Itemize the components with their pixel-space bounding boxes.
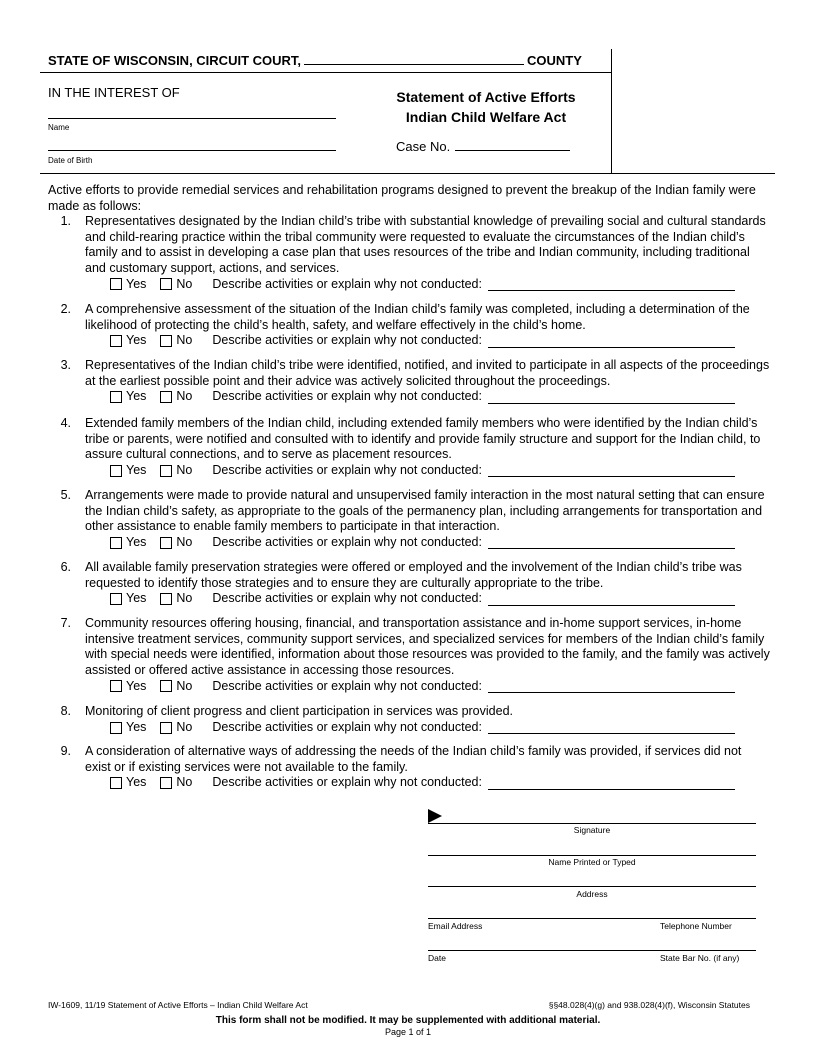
describe-label: Describe activities or explain why not conducted: bbox=[212, 276, 482, 291]
telephone-label: Telephone Number bbox=[660, 921, 732, 931]
email-telephone-field[interactable] bbox=[428, 918, 756, 919]
case-number-field[interactable] bbox=[455, 139, 570, 151]
describe-field[interactable] bbox=[488, 593, 735, 606]
item-number: 9. bbox=[60, 744, 71, 758]
active-effort-item-8 bbox=[48, 704, 770, 736]
county-field[interactable] bbox=[304, 53, 524, 65]
item-response-row bbox=[110, 535, 770, 551]
item-response-row bbox=[110, 775, 770, 791]
active-effort-item-2 bbox=[48, 302, 770, 349]
item-response-row bbox=[110, 333, 770, 349]
no-label: No bbox=[176, 462, 193, 477]
address-label: Address bbox=[576, 889, 608, 899]
caption-bottom-divider bbox=[40, 173, 775, 174]
item-number: 4. bbox=[60, 416, 71, 430]
yes-checkbox[interactable] bbox=[110, 537, 122, 549]
yes-checkbox[interactable] bbox=[110, 391, 122, 403]
describe-field[interactable] bbox=[488, 536, 735, 549]
date-of-birth-field[interactable] bbox=[48, 150, 336, 151]
interest-label: IN THE INTEREST OF bbox=[48, 85, 180, 100]
no-label: No bbox=[176, 333, 193, 348]
yes-checkbox[interactable] bbox=[110, 335, 122, 347]
yes-checkbox[interactable] bbox=[110, 465, 122, 477]
no-label: No bbox=[176, 389, 193, 404]
item-number: 8. bbox=[60, 704, 71, 718]
case-number bbox=[396, 139, 570, 154]
item-number: 5. bbox=[60, 488, 71, 502]
name-printed-field[interactable] bbox=[428, 855, 756, 856]
active-effort-item-5 bbox=[48, 488, 770, 551]
no-checkbox[interactable] bbox=[160, 777, 172, 789]
court-prefix: STATE OF WISCONSIN, CIRCUIT COURT, bbox=[48, 53, 302, 68]
item-text: All available family preservation strategies were offered or employed and the involvement of the Indian child’s tribe was requested to identify those strategies and to ensure they are culturally appropriate to the tribe. bbox=[85, 560, 742, 590]
no-label: No bbox=[176, 719, 193, 734]
yes-label: Yes bbox=[126, 678, 147, 693]
header-divider bbox=[40, 72, 612, 73]
yes-checkbox[interactable] bbox=[110, 680, 122, 692]
item-response-row bbox=[110, 276, 770, 292]
item-text: Monitoring of client progress and client participation in services was provided. bbox=[85, 704, 513, 718]
item-text: Representatives designated by the Indian child’s tribe with substantial knowledge of prevailing social and cultural standards and child-rearing practice within the tribal community were requested to evaluate the circumstances of the Indian child’s family and to assist in developing a case plan that uses resources of the tribe and Indian community, including traditional and customary support, actions, and services. bbox=[85, 214, 766, 275]
describe-field[interactable] bbox=[488, 335, 735, 348]
sign-here-arrow-icon bbox=[428, 809, 442, 823]
bar-number-label: State Bar No. (if any) bbox=[660, 953, 740, 963]
item-response-row bbox=[110, 720, 770, 736]
court-heading bbox=[48, 53, 582, 68]
no-label: No bbox=[176, 276, 193, 291]
form-title-line1: Statement of Active Efforts bbox=[396, 89, 576, 105]
name-printed-label: Name Printed or Typed bbox=[548, 857, 636, 867]
item-number: 3. bbox=[60, 358, 71, 372]
describe-field[interactable] bbox=[488, 721, 735, 734]
name-label: Name bbox=[48, 123, 70, 132]
no-checkbox[interactable] bbox=[160, 593, 172, 605]
yes-checkbox[interactable] bbox=[110, 722, 122, 734]
item-text: A comprehensive assessment of the situation of the Indian child’s family was completed, including a determination of the likelihood of protecting the child’s health, safety, and welfare effectively in the child’s home. bbox=[85, 302, 750, 332]
no-checkbox[interactable] bbox=[160, 722, 172, 734]
yes-label: Yes bbox=[126, 276, 147, 291]
describe-field[interactable] bbox=[488, 464, 735, 477]
describe-field[interactable] bbox=[488, 777, 735, 790]
date-bar-number-field[interactable] bbox=[428, 950, 756, 951]
describe-label: Describe activities or explain why not conducted: bbox=[212, 389, 482, 404]
yes-checkbox[interactable] bbox=[110, 593, 122, 605]
describe-field[interactable] bbox=[488, 391, 735, 404]
yes-label: Yes bbox=[126, 333, 147, 348]
describe-field[interactable] bbox=[488, 680, 735, 693]
signature-field[interactable] bbox=[428, 823, 756, 824]
describe-label: Describe activities or explain why not conducted: bbox=[212, 462, 482, 477]
no-checkbox[interactable] bbox=[160, 465, 172, 477]
yes-checkbox[interactable] bbox=[110, 278, 122, 290]
item-text: A consideration of alternative ways of addressing the needs of the Indian child’s family was provided, if services did not exist or if existing services were not available to the family. bbox=[85, 744, 742, 774]
item-number: 7. bbox=[60, 616, 71, 630]
active-effort-item-6 bbox=[48, 560, 770, 607]
item-text: Arrangements were made to provide natural and unsupervised family interaction in the most natural setting that can ensure the Indian child’s safety, as appropriate to the goals of the permanency plan, including arrangements for transportation and other assistance to enable family members to participate in that interaction. bbox=[85, 488, 765, 534]
item-response-row bbox=[110, 463, 770, 479]
active-effort-item-1 bbox=[48, 214, 770, 292]
item-text: Community resources offering housing, financial, and transportation assistance and in-home support services, in-home intensive treatment services, community support services, and specialized services for members of the Indian child’s family with special needs were identified, information about those resources was provided to the family, and the family was actively assisted or offered active assistance in accessing those resources. bbox=[85, 616, 770, 677]
item-response-row bbox=[110, 591, 770, 607]
name-field[interactable] bbox=[48, 118, 336, 119]
describe-field[interactable] bbox=[488, 278, 735, 291]
no-checkbox[interactable] bbox=[160, 680, 172, 692]
no-checkbox[interactable] bbox=[160, 391, 172, 403]
modification-notice: This form shall not be modified. It may be supplemented with additional material. bbox=[215, 1015, 601, 1026]
active-effort-item-3 bbox=[48, 358, 770, 405]
item-text: Representatives of the Indian child’s tribe were identified, notified, and invited to participate in all aspects of the proceedings at the earliest possible point and their advice was actively solicited throughout the proceedings. bbox=[85, 358, 770, 388]
case-number-label: Case No. bbox=[396, 139, 451, 154]
yes-checkbox[interactable] bbox=[110, 777, 122, 789]
yes-label: Yes bbox=[126, 389, 147, 404]
no-checkbox[interactable] bbox=[160, 335, 172, 347]
intro-paragraph: Active efforts to provide remedial services and rehabilitation programs designed to prevent the breakup of the Indian family were made as follows: bbox=[48, 183, 756, 213]
date-label: Date bbox=[428, 953, 446, 963]
item-number: 2. bbox=[60, 302, 71, 316]
yes-label: Yes bbox=[126, 462, 147, 477]
date-of-birth-label: Date of Birth bbox=[48, 156, 93, 165]
email-label: Email Address bbox=[428, 921, 483, 931]
no-label: No bbox=[176, 534, 193, 549]
item-text: Extended family members of the Indian child, including extended family members who were identified by the Indian child’s tribe or parents, were notified and consulted with to identify and provide family structure and support for the Indian child, to assure cultural connections, and to serve as placement resources. bbox=[85, 416, 761, 462]
active-effort-item-7 bbox=[48, 616, 770, 694]
item-response-row bbox=[110, 678, 770, 694]
describe-label: Describe activities or explain why not conducted: bbox=[212, 591, 482, 606]
form-title-line2: Indian Child Welfare Act bbox=[405, 109, 567, 125]
item-number: 6. bbox=[60, 560, 71, 574]
describe-label: Describe activities or explain why not conducted: bbox=[212, 719, 482, 734]
no-checkbox[interactable] bbox=[160, 537, 172, 549]
yes-label: Yes bbox=[126, 775, 147, 790]
no-label: No bbox=[176, 775, 193, 790]
form-id: IW-1609, 11/19 Statement of Active Efforts – Indian Child Welfare Act bbox=[48, 1000, 308, 1010]
describe-label: Describe activities or explain why not conducted: bbox=[212, 534, 482, 549]
county-label: COUNTY bbox=[527, 53, 582, 68]
describe-label: Describe activities or explain why not conducted: bbox=[212, 775, 482, 790]
item-response-row bbox=[110, 389, 770, 405]
yes-label: Yes bbox=[126, 534, 147, 549]
address-field[interactable] bbox=[428, 886, 756, 887]
no-label: No bbox=[176, 591, 193, 606]
item-number: 1. bbox=[60, 214, 71, 228]
no-checkbox[interactable] bbox=[160, 278, 172, 290]
active-effort-item-4 bbox=[48, 416, 770, 479]
page-number: Page 1 of 1 bbox=[384, 1027, 432, 1037]
yes-label: Yes bbox=[126, 719, 147, 734]
describe-label: Describe activities or explain why not conducted: bbox=[212, 333, 482, 348]
yes-label: Yes bbox=[126, 591, 147, 606]
describe-label: Describe activities or explain why not conducted: bbox=[212, 678, 482, 693]
signature-label: Signature bbox=[573, 825, 611, 835]
statute-reference: §§48.028(4)(g) and 938.028(4)(f), Wisconsin Statutes bbox=[548, 1000, 750, 1010]
no-label: No bbox=[176, 678, 193, 693]
active-effort-item-9 bbox=[48, 744, 770, 791]
